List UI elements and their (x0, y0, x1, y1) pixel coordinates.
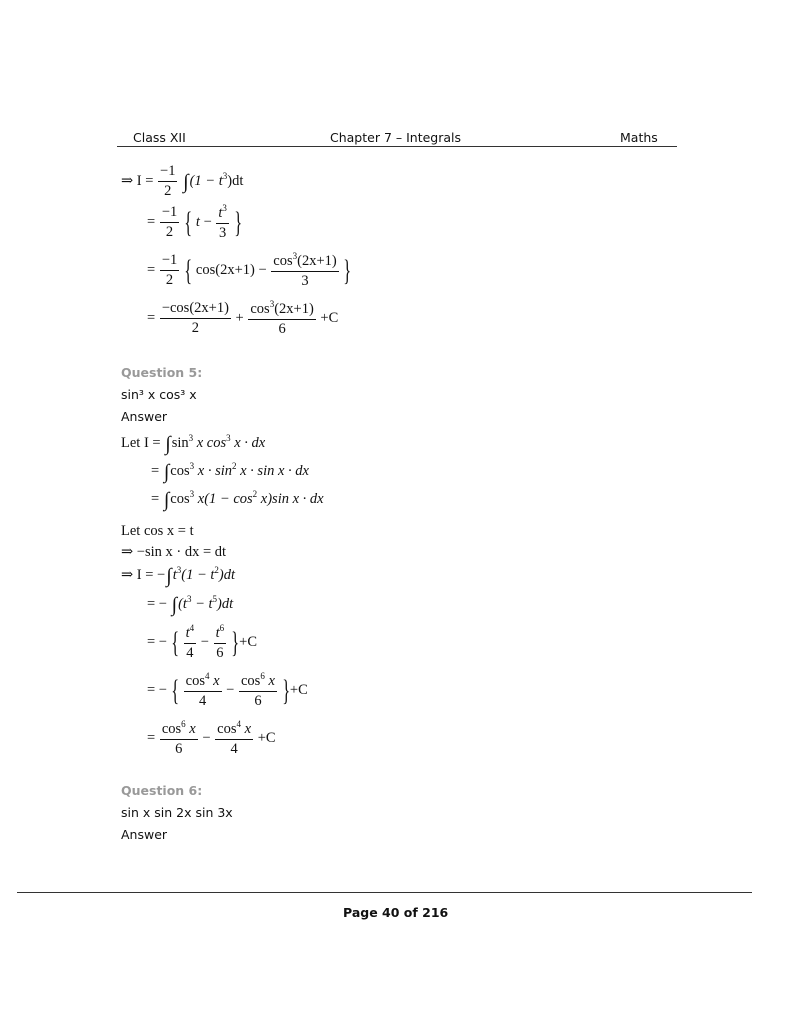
question-5-expr: sin³ x cos³ x (121, 387, 197, 402)
q5-differential: ⇒ −sin x · dx = dt (121, 544, 227, 560)
q5-step-3: = $\int\cos^3$ $x(1 - \cos^2 x)\sin$ x · dx (151, 488, 324, 511)
q5-step-7: = − { $\frac{\cos^4 x}{4}$ − $\frac{\cos^6 x}{6}$ }+C (147, 671, 308, 709)
math-line-3: = $\frac{-1}{2}$ { cos(2x+1) − $\frac{\cos^3(2x+1)}{3}$ } (147, 251, 352, 289)
footer-rule (17, 892, 752, 893)
header-chapter: Chapter 7 – Integrals (330, 130, 462, 145)
math-line-4: = $\frac{-\cos(2x+1)}{2}$ + $\frac{\cos^3(2x+1)}{6}$ +C (147, 299, 339, 337)
q5-step-6: = − { $\frac{t^4}{4}$ − $\frac{t^6}{6}$ }+C (147, 623, 258, 661)
question-5-answer-label: Answer (121, 409, 168, 424)
header-class: Class XII (133, 130, 186, 145)
q5-step-2: = $\int\cos^3$ $x \cdot \sin^2 x \cdot \sin x$ · dx (151, 460, 309, 483)
question-6-answer-label: Answer (121, 827, 168, 842)
question-6-title: Question 6: (121, 783, 203, 798)
q5-substitution: Let cos x = t (121, 523, 194, 539)
q5-step-8: = $\frac{\cos^6 x}{6}$ − $\frac{\cos^4 x}{4}$ +C (147, 719, 276, 757)
math-line-2: = $\frac{-1}{2}$ { t − $\frac{t^3}{3}$ } (147, 203, 242, 241)
math-line-1: ⇒ I = $\frac{-1}{2}$ $\int(1 - t^3)dt$ (121, 163, 244, 199)
question-6-expr: sin x sin 2x sin 3x (121, 805, 233, 820)
q5-step-4: ⇒ $I = -\int t^3(1 - t^2)dt$ (121, 564, 235, 587)
q5-step-1: Let $I = \int\sin^3$ x $\cos^3 x$ · dx (121, 432, 266, 455)
q5-step-5: = − $\int(t^3 - t^5)dt$ (147, 593, 234, 616)
header-rule (117, 146, 677, 147)
header-subject: Maths (620, 130, 658, 145)
question-5-title: Question 5: (121, 365, 203, 380)
page-number: Page 40 of 216 (343, 905, 449, 920)
